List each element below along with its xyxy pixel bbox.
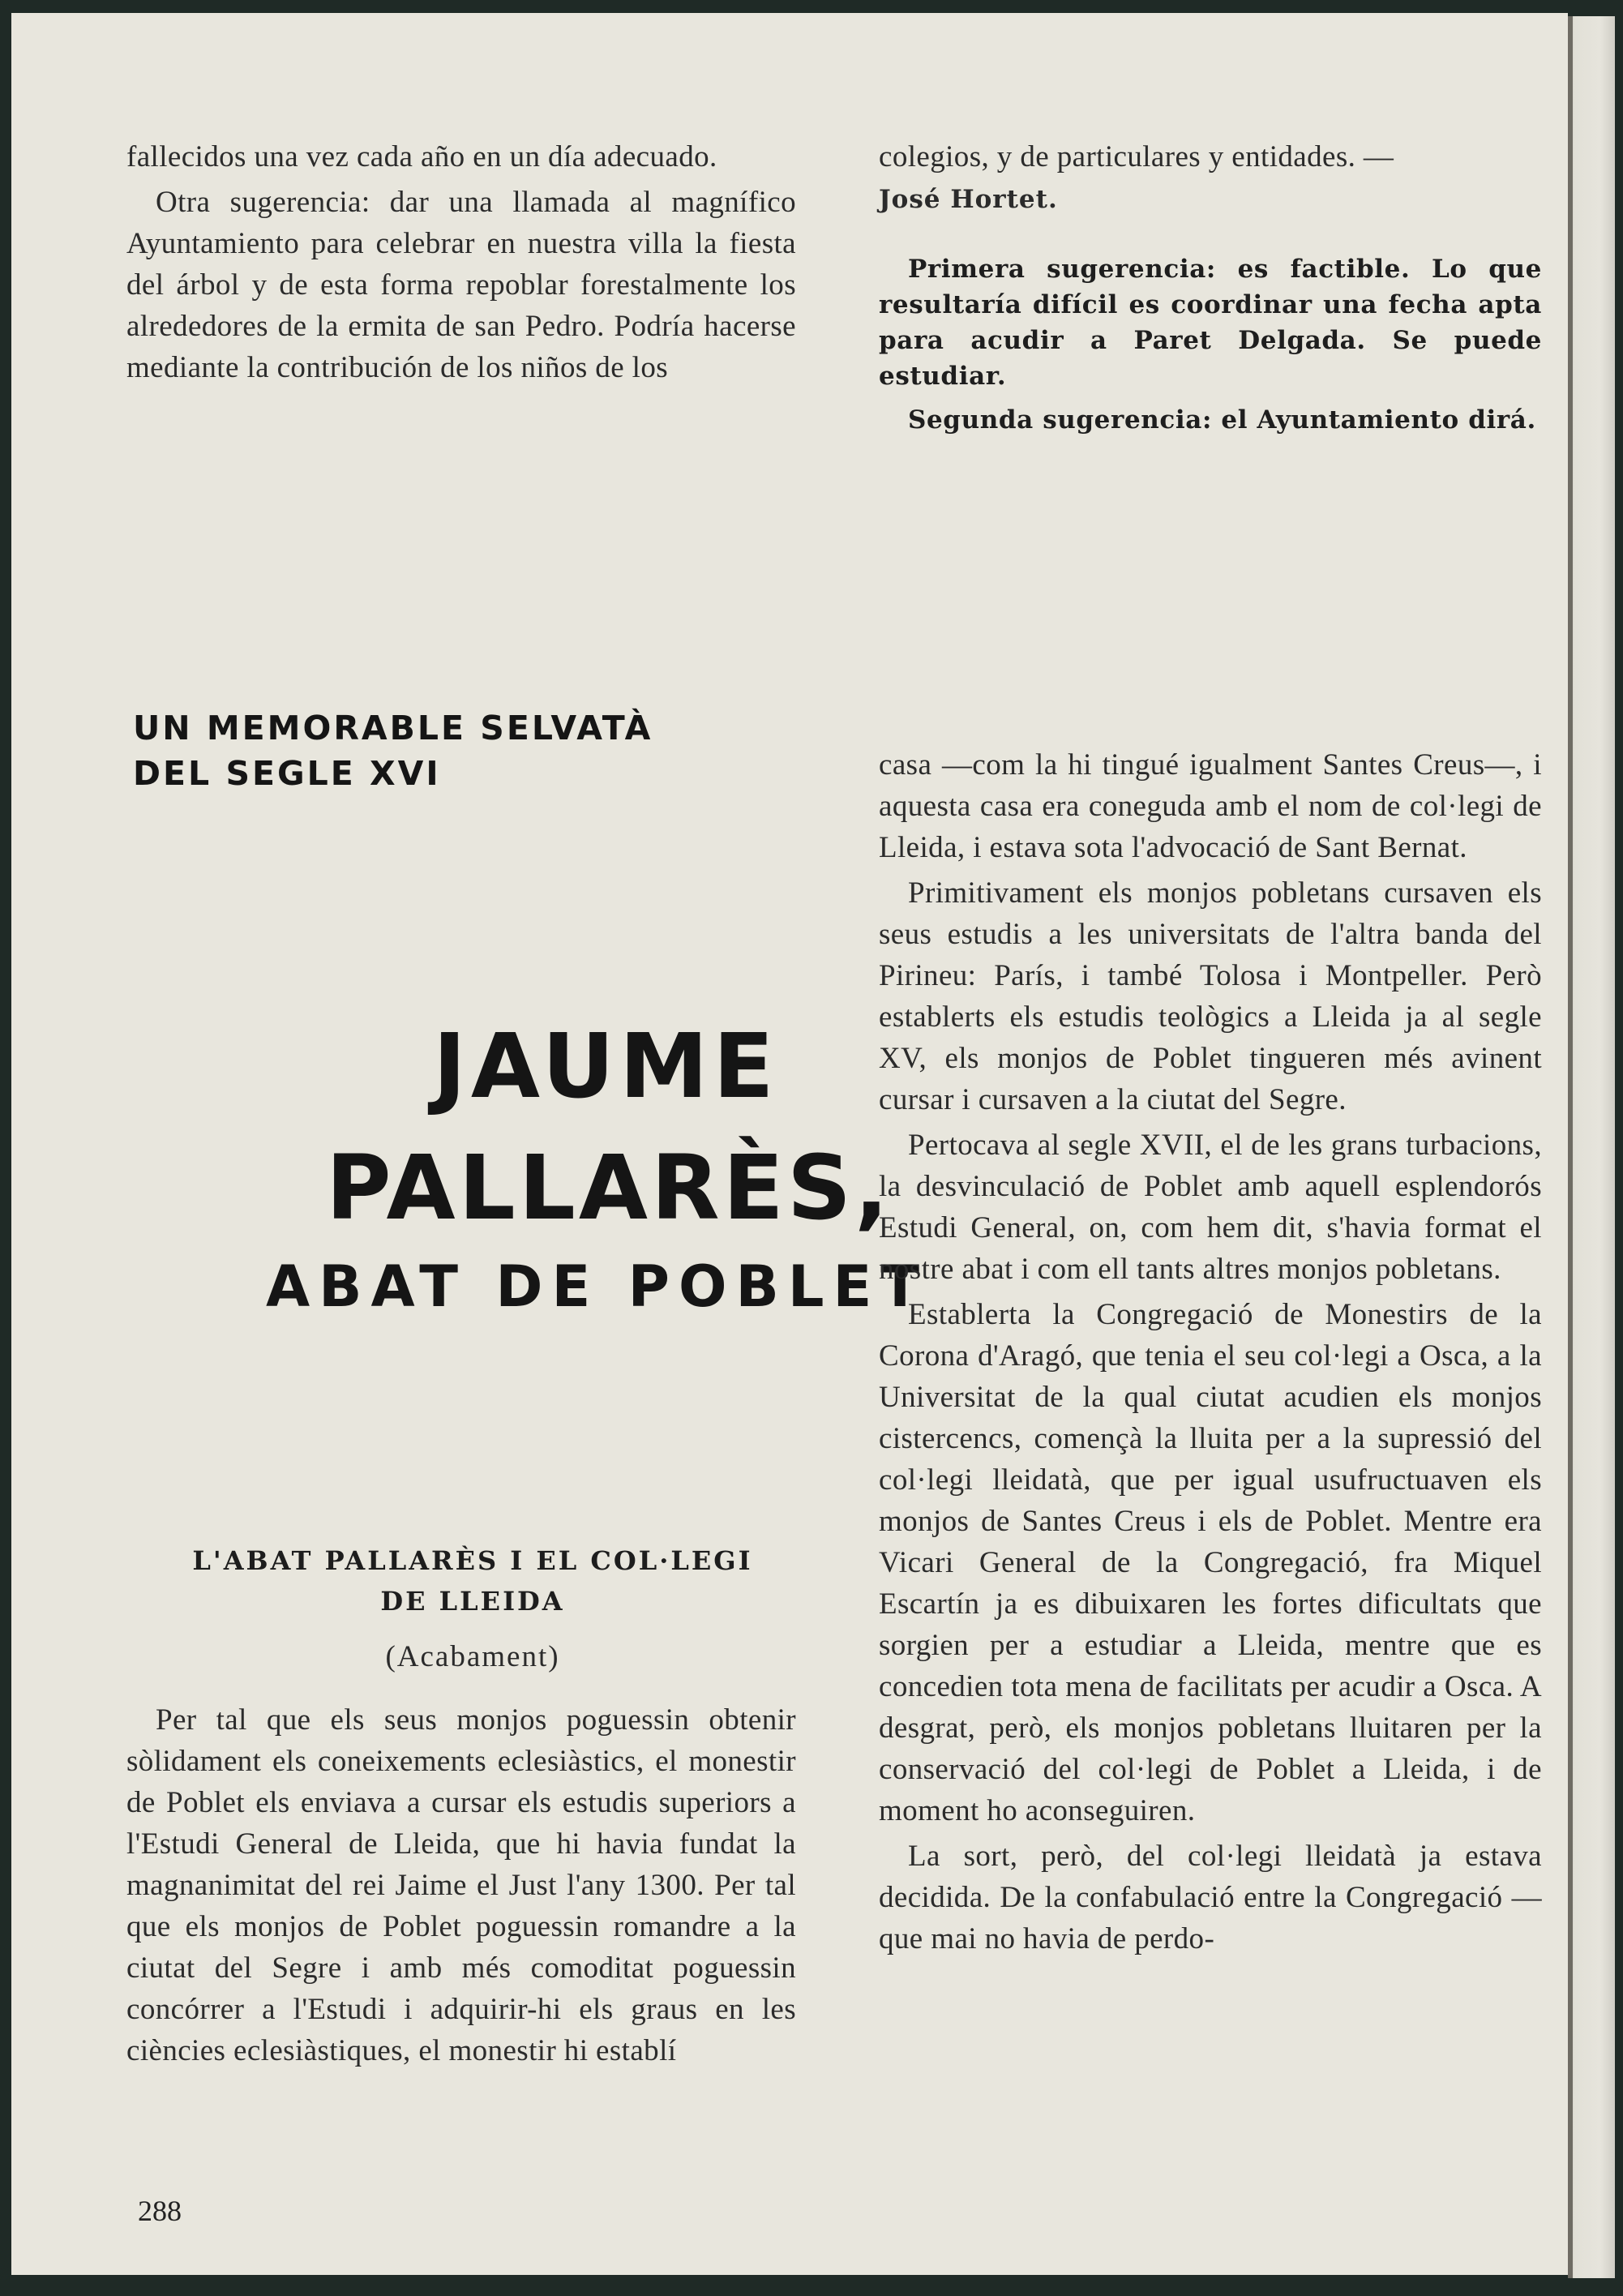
facing-page-edge (1568, 16, 1615, 2278)
article-right-column (879, 744, 1542, 1960)
section-note: (Acabament) (385, 1640, 560, 1673)
kicker-line: UN MEMORABLE SELVATÀ (133, 709, 653, 747)
article-left-column (126, 1699, 796, 2071)
paragraph: Otra sugerencia: dar una llamada al magnífico Ayuntamiento para celebrar en nuestra villa la fiesta del árbol y de esta forma repoblar forestalmente los alrededores de la ermita de san Pedro. Podría hacerse mediante la contribución de los niños de los (126, 186, 796, 384)
paragraph: fallecidos una vez cada año en un día adecuado. (126, 140, 717, 173)
section-heading: DE LLEIDA (380, 1586, 565, 1617)
kicker-line: DEL SEGLE XVI (133, 754, 441, 793)
printed-page (11, 13, 1568, 2275)
paragraph: casa —com la hi tingué igualment Santes Creus—, i aquesta casa era coneguda amb el nom de col·legi de Lleida, i estava sota l'advocació de Sant Bernat. (879, 748, 1542, 864)
article-title-line: PALLARÈS, (326, 1136, 892, 1240)
paragraph: La sort, però, del col·legi lleidatà ja estava decidida. De la confabulació entre la Congregació —que mai no havia de perdo- (879, 1840, 1542, 1955)
page-fold-shadow (1568, 16, 1573, 2278)
paragraph: Pertocava al segle XVII, el de les grans turbacions, la desvinculació de Poblet amb aquell esplendorós Estudi General, on, com hem dit, s'havia format el nostre abat i com ell tants altres monjos pobletans. (879, 1129, 1542, 1286)
page-number: 288 (138, 2195, 182, 2227)
section-heading: L'ABAT PALLARÈS I EL COL·LEGI (192, 1545, 753, 1576)
paragraph: Per tal que els seus monjos poguessin obtenir sòlidament els coneixements eclesiàstics, el monestir de Poblet els enviava a cursar els estudis superiors a l'Estudi General de Lleida, que hi havia fundat la magnanimitat del rei Jaime el Just l'any 1300. Per tal que els monjos de Poblet poguessin romandre a la ciutat del Segre i amb més comoditat poguessin concórrer a l'Estudi i adquirir-hi els graus en les ciències eclesiàstiques, el monestir hi establí (126, 1703, 796, 2067)
paragraph: Establerta la Congregació de Monestirs de la Corona d'Aragó, que tenia el seu col·legi a Osca, a la Universitat de la qual ciutat acudien els monjos cistercencs, començà la lluita per a la supressió del col·legi lleidatà, que per igual usufructuaven els monjos de Santes Creus i els de Poblet. Mentre era Vicari General de la Congregació, fra Miquel Escartín ja es dibuixaren les fortes dificultats que sorgien per a estudiar a Lleida, mentre que es concedien tota mena de facilitats per acudir a Osca. A desgrat, però, els monjos pobletans lluitaren per la conservació del col·legi de Poblet a Lleida, i de moment ho aconseguiren. (879, 1298, 1542, 1827)
closing-text: colegios, y de particulares y entidades. — (879, 140, 1394, 173)
signature: José Hortet. (879, 185, 1058, 214)
top-left-column (126, 136, 796, 388)
paragraph: Primitivament els monjos pobletans cursaven els seus estudis a les universitats de l'altra banda del Pirineu: París, i també Tolosa i Montpeller. Però establerts els estudis teològics a Lleida ja al segle XV, els monjos de Poblet tingueren més avinent cursar i cursaven a la ciutat del Segre. (879, 876, 1542, 1116)
article-subtitle: ABAT DE POBLET (266, 1253, 929, 1320)
reply-paragraph: Segunda sugerencia: el Ayuntamiento dirá. (908, 405, 1536, 435)
top-right-column (879, 136, 1542, 438)
reply-paragraph: Primera sugerencia: es factible. Lo que resultaría difícil es coordinar una fecha apta para acudir a Paret Delgada. Se puede estudiar. (879, 255, 1542, 391)
letter-closing (879, 136, 1542, 221)
article-kicker (133, 705, 653, 796)
article-title-line: JAUME (433, 1014, 779, 1118)
